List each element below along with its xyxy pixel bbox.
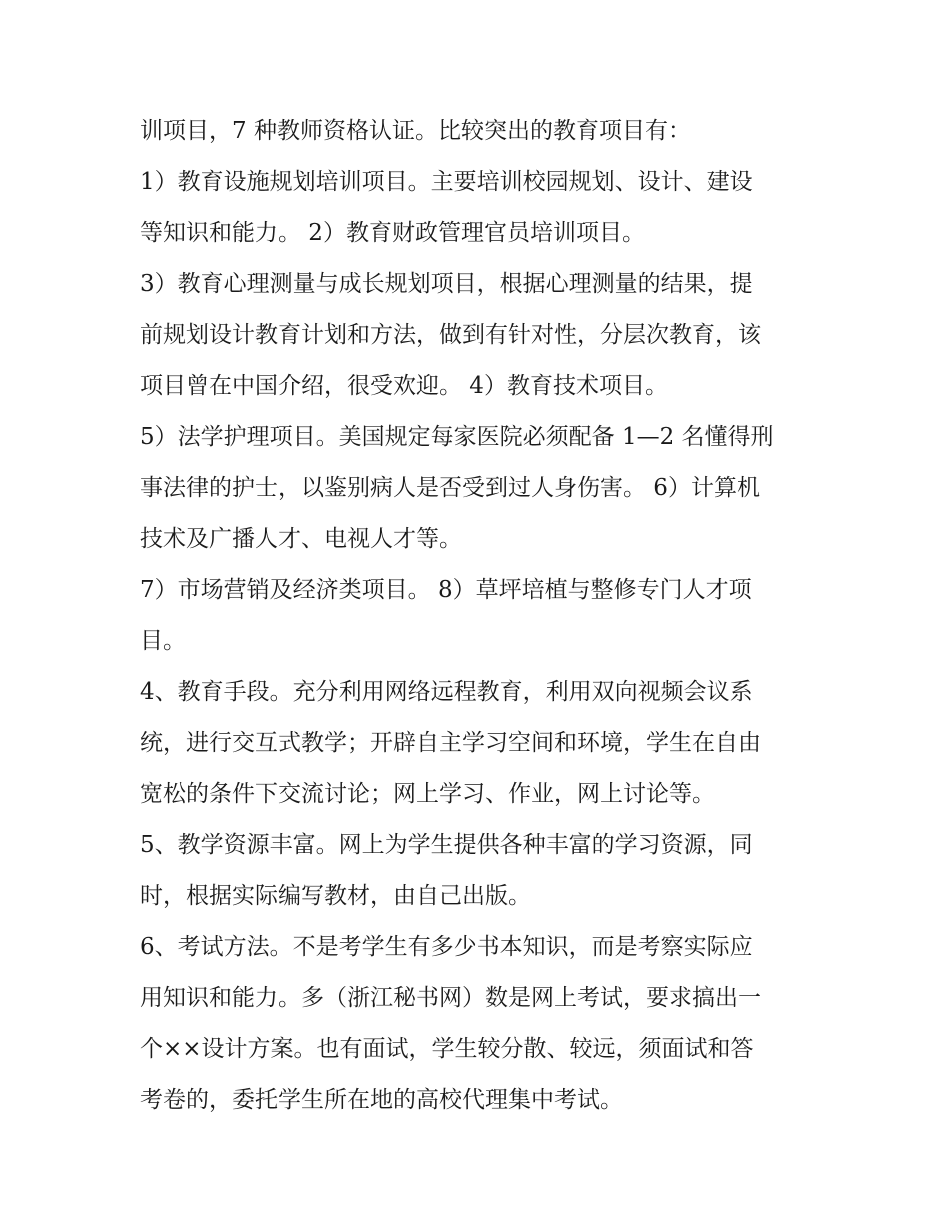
- text-line: 个××设计方案。也有面试，学生较分散、较远，须面试和答: [140, 1036, 754, 1062]
- text-line: 等知识和能力。 2）教育财政管理官员培训项目。: [140, 220, 645, 246]
- text-line: 项目曾在中国介绍，很受欢迎。 4）教育技术项目。: [140, 373, 668, 399]
- text-line: 前规划设计教育计划和方法，做到有针对性，分层次教育，该: [140, 322, 761, 348]
- text-line: 考卷的，委托学生所在地的高校代理集中考试。: [140, 1087, 623, 1113]
- text-line: 统，进行交互式教学；开辟自主学习空间和环境，学生在自由: [140, 730, 761, 756]
- text-line: 事法律的护士，以鉴别病人是否受到过人身伤害。 6）计算机: [140, 475, 760, 501]
- text-line: 5）法学护理项目。美国规定每家医院必须配备 1—2 名懂得刑: [140, 424, 774, 450]
- text-line: 1）教育设施规划培训项目。主要培训校园规划、设计、建设: [140, 169, 753, 195]
- text-line: 用知识和能力。多（浙江秘书网）数是网上考试，要求搞出一: [140, 985, 761, 1011]
- text-line: 7）市场营销及经济类项目。 8）草坪培植与整修专门人才项: [140, 577, 752, 603]
- document-body: [140, 106, 820, 1126]
- text-line: 技术及广播人才、电视人才等。: [140, 526, 462, 552]
- text-line: 宽松的条件下交流讨论；网上学习、作业，网上讨论等。: [140, 781, 715, 807]
- text-line: 4、教育手段。充分利用网络远程教育，利用双向视频会议系: [140, 679, 753, 705]
- text-line: 目。: [140, 628, 186, 654]
- text-line: 5、教学资源丰富。网上为学生提供各种丰富的学习资源，同: [140, 832, 753, 858]
- text-line: 6、考试方法。不是考学生有多少书本知识，而是考察实际应: [140, 934, 753, 960]
- text-line: 训项目，7 种教师资格认证。比较突出的教育项目有：: [140, 118, 691, 144]
- text-line: 3）教育心理测量与成长规划项目，根据心理测量的结果，提: [140, 271, 753, 297]
- text-line: 时，根据实际编写教材，由自己出版。: [140, 883, 531, 909]
